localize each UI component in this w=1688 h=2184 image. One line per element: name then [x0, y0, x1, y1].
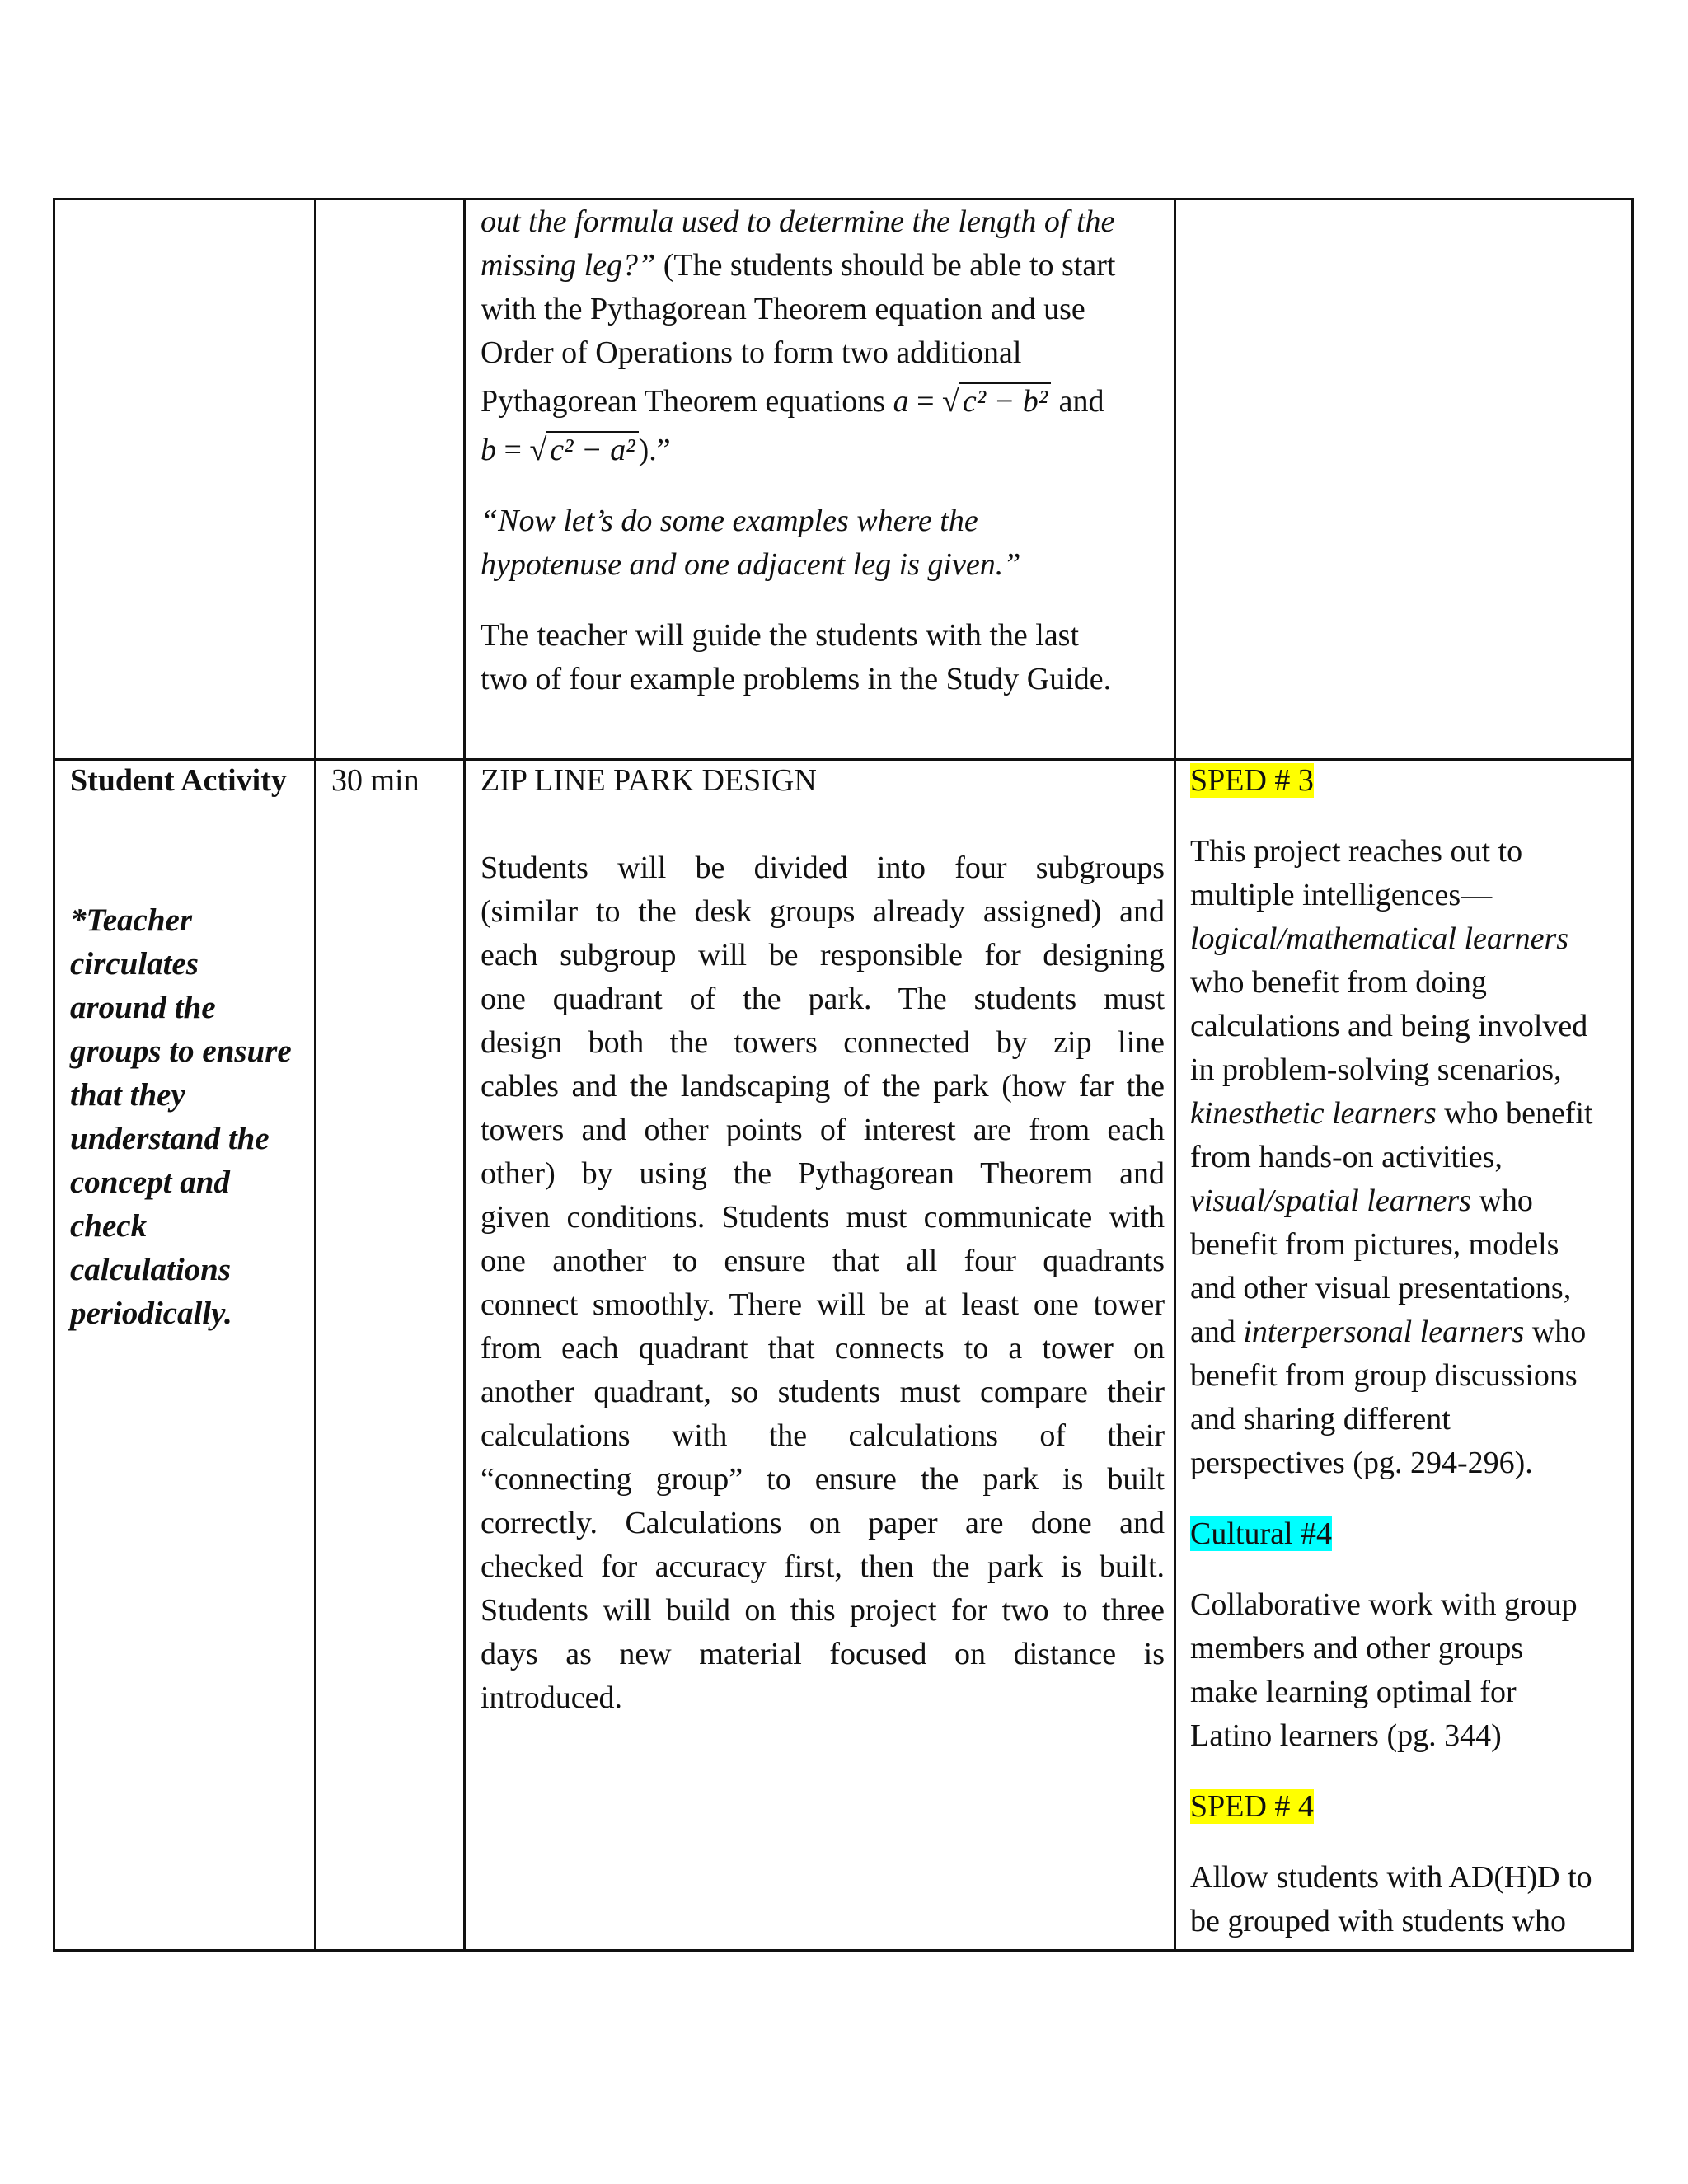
equation-variable: a — [893, 384, 909, 419]
sped3-line: in problem-solving scenarios, — [1190, 1052, 1562, 1087]
row1-paragraph-line: The teacher will guide the students with the last — [481, 618, 1080, 653]
row1-question-end: missing leg?” — [481, 248, 656, 283]
sped3-label: SPED # 3 — [1190, 763, 1314, 798]
section-cell — [70, 759, 309, 1335]
activity-line: each subgroup will be responsible for designing — [481, 938, 1165, 972]
activity-line: introduced. — [481, 1680, 623, 1715]
sped3-text: who — [1524, 1315, 1587, 1349]
row1-line: with the Pythagorean Theorem equation and use — [481, 292, 1085, 326]
teacher-note — [70, 898, 309, 1335]
teacher-note-line: *Teacher — [70, 902, 193, 938]
teacher-note-line: check — [70, 1208, 148, 1244]
row1-line-text: (The students should be able to start — [655, 248, 1116, 283]
sped3-line: logical/mathematical learners — [1190, 921, 1569, 956]
column-divider — [1174, 200, 1176, 1949]
row1-paragraph-line: two of four example problems in the Study Guide. — [481, 662, 1112, 696]
sped3-line: from hands-on activities, — [1190, 1140, 1503, 1174]
activity-line: Students will build on this project for two to three — [481, 1593, 1165, 1628]
equation-equals: = — [496, 433, 530, 467]
sped3-line — [1190, 1179, 1631, 1223]
activity-line: given conditions. Students must communicate with — [481, 1200, 1165, 1235]
column-divider — [314, 200, 316, 1949]
equation-b — [481, 431, 639, 467]
activity-line: correctly. Calculations on paper are done and — [481, 1506, 1165, 1540]
activity-line: calculations with the calculations of their — [481, 1418, 1165, 1453]
cultural4-line: make learning optimal for — [1190, 1675, 1517, 1709]
accommodations-cell — [1190, 759, 1631, 1943]
sqrt-icon: √ — [529, 433, 547, 467]
sped3-line: who benefit from doing — [1190, 965, 1487, 1000]
equation-radicand: c² − a² — [546, 431, 638, 467]
sped3-line: and other visual presentations, — [1190, 1271, 1572, 1305]
activity-line: Students will be divided into four subgroups — [481, 851, 1165, 885]
teacher-note-line: that they — [70, 1077, 185, 1113]
activity-line: other) by using the Pythagorean Theorem and — [481, 1156, 1165, 1191]
sped3-text: who benefit — [1436, 1096, 1593, 1131]
duration: 30 min — [331, 763, 420, 798]
activity-description — [472, 846, 1165, 1676]
row1-equation-line — [481, 380, 1165, 424]
row1-equation-line — [481, 429, 1165, 472]
sped3-emphasis: visual/spatial learners — [1190, 1183, 1471, 1218]
sped4-label: SPED # 4 — [1190, 1789, 1314, 1824]
activity-line: checked for accuracy first, then the park is built. — [481, 1549, 1165, 1584]
teacher-note-line: around the — [70, 990, 216, 1025]
time-cell — [331, 759, 455, 803]
equation-radicand: c² − b² — [959, 382, 1051, 419]
activity-cell — [481, 759, 1165, 1720]
activity-line: cables and the landscaping of the park (how far the — [481, 1069, 1165, 1104]
equation-equals: = — [908, 384, 942, 419]
teacher-note-line: groups to ensure — [70, 1033, 292, 1069]
section-title: Student Activity — [70, 763, 287, 798]
row1-line-text: and — [1051, 384, 1104, 419]
equation-a — [893, 382, 1052, 419]
row1-line: out the formula used to determine the length of the — [481, 204, 1115, 239]
lesson-plan-table — [53, 198, 1634, 1952]
sped3-text: who — [1470, 1183, 1533, 1218]
activity-line: (similar to the desk groups already assigned) and — [481, 894, 1165, 929]
row1-line — [481, 244, 1165, 288]
activity-line: one quadrant of the park. The students must — [481, 982, 1165, 1016]
sqrt-icon: √ — [942, 384, 959, 419]
row1-line-text: ).” — [638, 433, 671, 467]
activity-line: design both the towers connected by zip line — [481, 1025, 1165, 1060]
teacher-note-line: circulates — [70, 946, 199, 982]
sped3-line: and sharing different — [1190, 1402, 1451, 1436]
activity-line: “connecting group” to ensure the park is built — [481, 1462, 1165, 1497]
activity-line: another quadrant, so students must compare their — [481, 1375, 1165, 1409]
activity-title: ZIP LINE PARK DESIGN — [481, 763, 817, 798]
sped3-emphasis: interpersonal learners — [1243, 1315, 1525, 1349]
sped3-line — [1190, 1092, 1631, 1136]
teacher-note-line: periodically. — [70, 1296, 232, 1331]
row1-instruction-cell — [481, 200, 1165, 701]
row1-quote-line: hypotenuse and one adjacent leg is given.” — [481, 547, 1021, 582]
sped3-line: benefit from pictures, models — [1190, 1227, 1559, 1262]
cultural4-line: Latino learners (pg. 344) — [1190, 1718, 1502, 1753]
sped3-line: multiple intelligences— — [1190, 878, 1493, 912]
sped3-line: benefit from group discussions — [1190, 1358, 1578, 1393]
teacher-note-line: calculations — [70, 1252, 232, 1287]
row1-line: Order of Operations to form two additional — [481, 335, 1022, 370]
activity-line: towers and other points of interest are from each — [481, 1113, 1165, 1147]
activity-line: from each quadrant that connects to a tower on — [481, 1331, 1165, 1366]
sped3-text: and — [1190, 1315, 1244, 1349]
sped3-line: This project reaches out to — [1190, 834, 1523, 869]
sped3-line: perspectives (pg. 294-296). — [1190, 1446, 1533, 1480]
teacher-note-line: concept and — [70, 1165, 230, 1200]
teacher-note-line: understand the — [70, 1121, 270, 1156]
equation-variable: b — [481, 433, 496, 467]
activity-line: days as new material focused on distance is — [481, 1637, 1165, 1671]
sped3-line — [1190, 1310, 1631, 1354]
row1-line-text: Pythagorean Theorem equations — [481, 384, 893, 419]
sped4-line: be grouped with students who — [1190, 1904, 1566, 1938]
sped3-emphasis: kinesthetic learners — [1190, 1096, 1437, 1131]
column-divider — [463, 200, 466, 1949]
cultural4-label: Cultural #4 — [1190, 1516, 1333, 1551]
sped4-line: Allow students with AD(H)D to — [1190, 1860, 1592, 1895]
cultural4-line: Collaborative work with group — [1190, 1587, 1578, 1622]
sped3-line: calculations and being involved — [1190, 1009, 1588, 1043]
activity-line: one another to ensure that all four quadrants — [481, 1244, 1165, 1278]
cultural4-line: members and other groups — [1190, 1631, 1524, 1666]
row1-quote-line: “Now let’s do some examples where the — [481, 504, 978, 538]
activity-line: connect smoothly. There will be at least one tower — [481, 1287, 1165, 1322]
